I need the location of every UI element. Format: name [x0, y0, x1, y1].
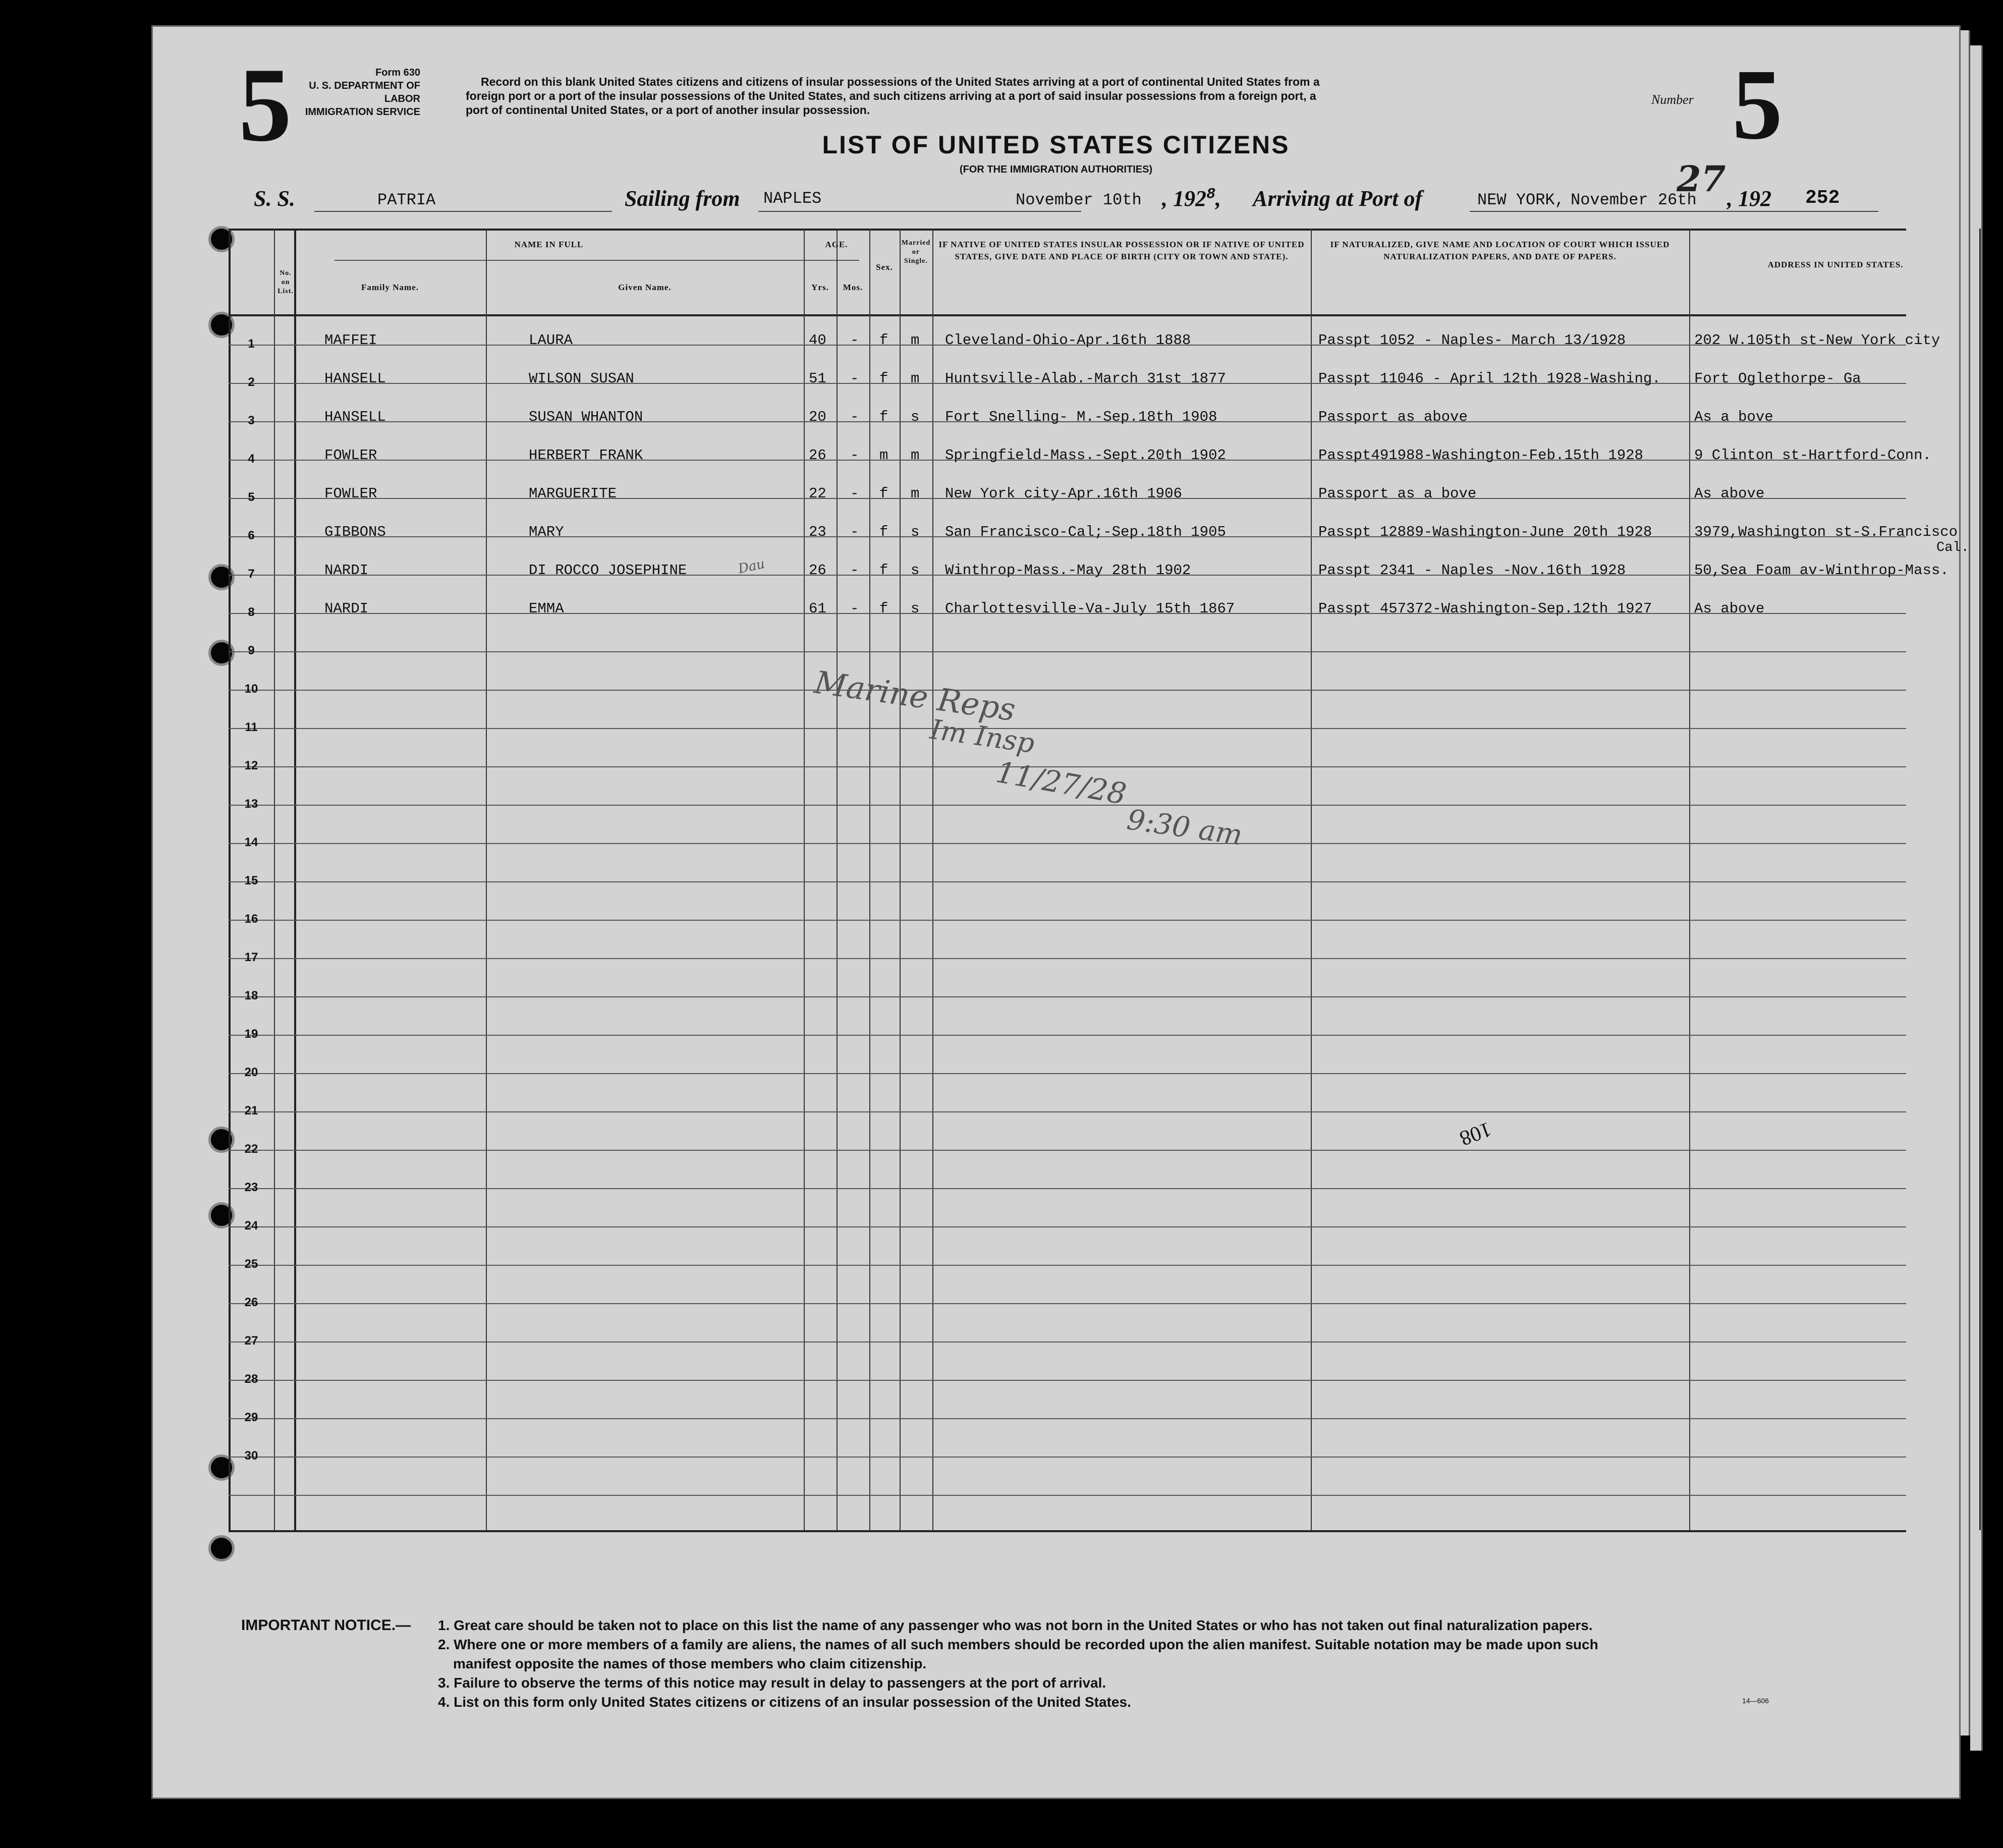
row-rule	[229, 958, 1906, 959]
cell-birth: Fort Snelling- M.-Sep.18th 1908	[945, 409, 1217, 425]
cell-addr: 202 W.105th st-New York city	[1694, 332, 1940, 349]
cell-family: NARDI	[324, 562, 369, 579]
col-address: ADDRESS IN UNITED STATES.	[1767, 260, 1904, 269]
row-rule	[229, 1073, 1906, 1074]
cell-mos: -	[850, 600, 859, 617]
manifest-page	[151, 25, 1969, 1799]
cell-sex: f	[879, 524, 888, 540]
row-rule	[229, 920, 1906, 921]
row-number: 25	[244, 1257, 258, 1271]
row-number: 15	[244, 874, 258, 887]
cell-birth: Winthrop-Mass.-May 28th 1902	[945, 562, 1191, 579]
row6-addr-state: Cal.	[1936, 540, 1969, 555]
cell-nat: Passpt 1052 - Naples- March 13/1928	[1318, 332, 1626, 349]
handwritten-note-2: Im Insp	[928, 713, 1037, 760]
row-number: 14	[244, 835, 258, 849]
row-rule	[229, 1035, 1906, 1036]
cell-nat: Passpt 12889-Washington-June 20th 1928	[1318, 524, 1652, 540]
cell-family: HANSELL	[324, 409, 386, 425]
row-rule	[229, 1303, 1906, 1304]
row-rule	[229, 1341, 1906, 1342]
cell-mos: -	[850, 447, 859, 464]
row-number: 12	[244, 759, 258, 772]
row-rule	[229, 1188, 1906, 1189]
arrive-date: November 26th	[1571, 191, 1697, 209]
row-number: 7	[248, 567, 255, 581]
col-sex: Sex.	[876, 262, 893, 272]
page-stack-edge	[1970, 45, 1983, 1751]
row-number: 11	[245, 720, 258, 734]
row-number: 9	[248, 644, 255, 657]
row-rule	[229, 1418, 1906, 1419]
port-to: NEW YORK,	[1477, 191, 1565, 209]
binder-hole	[208, 1535, 235, 1561]
cell-family: MAFFEI	[324, 332, 377, 349]
cell-yrs: 51	[809, 370, 826, 387]
cell-given: MARGUERITE	[529, 485, 617, 502]
margin-note-dau: Dau	[737, 556, 766, 577]
number-label: Number	[1651, 92, 1694, 107]
cell-ms: s	[911, 600, 920, 617]
row-number: 23	[244, 1181, 258, 1194]
col-yrs: Yrs.	[811, 283, 829, 292]
row-number: 19	[244, 1027, 258, 1041]
important-notice: IMPORTANT NOTICE.— 1. Great care should be taken not to place on this list the name of any passenger who was not born in the United States or who has not taken out final naturalization papers. 2. Where one or more members of a family are aliens, the names of all such members should be recorded upon the alien manifest. Suitable notation may be made upon such manifest opposite the names of those members who claim citizenship. 3. Failure to observe the terms of this notice may result in delay to passengers at the port of arrival. 4. List on this form only United States citizens or citizens of an insular possession of the United States.	[241, 1617, 1598, 1710]
stamp-code: 252	[1805, 187, 1840, 209]
cell-family: NARDI	[324, 600, 369, 617]
row-rule	[229, 1226, 1906, 1227]
form-instructions: Record on this blank United States citizens and citizens of insular possessions of the United States arriving at a port of continental United States from a foreign port or a port of the insular possessions of the United States, and such citizens arriving at a port of said insular possessions from a foreign port, a port of continental United States, or a port of another insular possession.	[466, 75, 1320, 117]
row-number: 28	[244, 1372, 258, 1386]
col-family-name: Family Name.	[361, 283, 419, 292]
row-number: 16	[244, 912, 258, 926]
ss-label: S. S.	[254, 186, 295, 211]
row-rule	[229, 1495, 1906, 1496]
passenger-table	[229, 229, 1969, 1530]
row-rule	[229, 690, 1906, 691]
row-rule	[229, 1457, 1906, 1458]
arriving-label: Arriving at Port of	[1253, 186, 1423, 211]
cell-given: EMMA	[529, 600, 564, 617]
cell-given: WILSON SUSAN	[529, 370, 634, 387]
col-married-single: Married or Single.	[901, 239, 931, 265]
ship-name: PATRIA	[377, 191, 436, 209]
row-number: 3	[248, 414, 255, 427]
cell-ms: s	[911, 562, 920, 579]
cell-nat: Passport as above	[1318, 409, 1468, 425]
row-rule	[229, 996, 1906, 997]
cell-nat: Passpt491988-Washington-Feb.15th 1928	[1318, 447, 1643, 464]
cell-nat: Passport as a bove	[1318, 485, 1477, 502]
cell-addr: As a bove	[1694, 409, 1773, 425]
sail-date: November 10th	[1016, 191, 1142, 209]
handwritten-note-3: 11/27/28	[993, 754, 1129, 812]
cell-nat: Passpt 11046 - April 12th 1928-Washing.	[1318, 370, 1661, 387]
cell-given: HERBERT FRANK	[529, 447, 643, 464]
cell-mos: -	[850, 485, 859, 502]
row-rule	[229, 1380, 1906, 1381]
cell-birth: Cleveland-Ohio-Apr.16th 1888	[945, 332, 1191, 349]
corner-page-number: 5	[239, 46, 292, 163]
cell-family: GIBBONS	[324, 524, 386, 540]
row-number: 22	[244, 1142, 258, 1156]
row-number: 6	[248, 529, 255, 542]
page-title: LIST OF UNITED STATES CITIZENS	[822, 131, 1290, 159]
row-rule	[229, 651, 1906, 652]
cell-ms: m	[911, 370, 920, 387]
cell-addr: As above	[1694, 600, 1765, 617]
handwritten-note-4: 9:30 am	[1125, 803, 1245, 852]
sailing-label: Sailing from	[625, 186, 740, 211]
cell-birth: Huntsville-Alab.-March 31st 1877	[945, 370, 1226, 387]
col-name-in-full: NAME IN FULL	[514, 240, 584, 249]
row-number: 8	[248, 605, 255, 619]
row-number: 2	[248, 375, 255, 389]
row-number: 18	[244, 989, 258, 1002]
row-number: 20	[244, 1066, 258, 1079]
row-number: 24	[244, 1219, 258, 1233]
cell-given: SUSAN WHANTON	[529, 409, 643, 425]
cell-mos: -	[850, 370, 859, 387]
cell-yrs: 22	[809, 485, 826, 502]
arrive-year: , 192	[1727, 186, 1771, 211]
cell-ms: s	[911, 524, 920, 540]
list-number: 5	[1732, 49, 1783, 160]
col-age: AGE.	[825, 240, 848, 249]
cell-addr: 9 Clinton st-Hartford-Conn.	[1694, 447, 1931, 464]
cell-family: FOWLER	[324, 447, 377, 464]
row-number: 26	[244, 1296, 258, 1309]
cell-addr: 3979,Washington st-S.Francisco	[1694, 524, 1958, 540]
row-number: 4	[248, 452, 255, 466]
cell-yrs: 23	[809, 524, 826, 540]
row-rule	[229, 1111, 1906, 1112]
cell-ms: m	[911, 447, 920, 464]
cell-sex: f	[879, 600, 888, 617]
row-number: 21	[244, 1104, 258, 1117]
cell-ms: m	[911, 332, 920, 349]
printer-code: 14—606	[1742, 1697, 1769, 1705]
cell-sex: m	[879, 447, 888, 464]
cell-yrs: 40	[809, 332, 826, 349]
stamped-number: 108	[1457, 1117, 1494, 1150]
cell-nat: Passpt 457372-Washington-Sep.12th 1927	[1318, 600, 1652, 617]
col-birth: IF NATIVE OF UNITED STATES INSULAR POSSESSION OR IF NATIVE OF UNITED STATES, GIVE DATE AND PLACE OF BIRTH (CITY OR TOWN AND STATE).	[938, 240, 1305, 261]
col-given-name: Given Name.	[618, 283, 672, 292]
cell-birth: Springfield-Mass.-Sept.20th 1902	[945, 447, 1226, 464]
cell-ms: s	[911, 409, 920, 425]
cell-yrs: 26	[809, 562, 826, 579]
cell-given: MARY	[529, 524, 564, 540]
handwritten-note-1: Marine Reps	[812, 663, 1018, 729]
cell-sex: f	[879, 332, 888, 349]
cell-family: HANSELL	[324, 370, 386, 387]
row-rule	[229, 805, 1906, 806]
cell-addr: As above	[1694, 485, 1765, 502]
cell-mos: -	[850, 524, 859, 540]
cell-nat: Passpt 2341 - Naples -Nov.16th 1928	[1318, 562, 1626, 579]
row-number: 1	[248, 337, 255, 351]
col-mos: Mos.	[843, 283, 863, 292]
row-number: 17	[244, 950, 258, 964]
page-subtitle: (FOR THE IMMIGRATION AUTHORITIES)	[959, 164, 1153, 175]
port-from: NAPLES	[763, 189, 822, 208]
cell-sex: f	[879, 409, 888, 425]
cell-mos: -	[850, 562, 859, 579]
row-number: 29	[244, 1411, 258, 1424]
cell-sex: f	[879, 562, 888, 579]
row-rule	[229, 843, 1906, 844]
cell-yrs: 20	[809, 409, 826, 425]
sail-year: , $192^8$,	[1162, 186, 1221, 211]
cell-sex: f	[879, 370, 888, 387]
form-number: Form 630 U. S. DEPARTMENT OF LABOR IMMIGRATION SERVICE	[305, 67, 420, 118]
row-number: 5	[248, 490, 255, 504]
cell-yrs: 61	[809, 600, 826, 617]
handwritten-day: 27	[1677, 158, 1726, 200]
cell-addr: 50,Sea Foam av-Winthrop-Mass.	[1694, 562, 1949, 579]
row-rule	[229, 1265, 1906, 1266]
cell-given: DI ROCCO JOSEPHINE	[529, 562, 687, 579]
cell-mos: -	[850, 409, 859, 425]
row-number: 13	[244, 797, 258, 811]
row-rule	[229, 1150, 1906, 1151]
row-rule	[229, 728, 1906, 729]
row-rule	[229, 881, 1906, 882]
col-no-heading: No. on List.	[277, 269, 294, 295]
cell-birth: Charlottesville-Va-July 15th 1867	[945, 600, 1235, 617]
row-number: 27	[244, 1334, 258, 1348]
cell-ms: m	[911, 485, 920, 502]
cell-mos: -	[850, 332, 859, 349]
cell-family: FOWLER	[324, 485, 377, 502]
cell-given: LAURA	[529, 332, 573, 349]
cell-yrs: 26	[809, 447, 826, 464]
col-naturalized: IF NATURALIZED, GIVE NAME AND LOCATION OF COURT WHICH ISSUED NATURALIZATION PAPERS, AND DATE OF PAPERS.	[1330, 240, 1670, 261]
cell-sex: f	[879, 485, 888, 502]
cell-addr: Fort Oglethorpe- Ga	[1694, 370, 1861, 387]
row-number: 30	[244, 1449, 258, 1463]
cell-birth: San Francisco-Cal;-Sep.18th 1905	[945, 524, 1226, 540]
cell-birth: New York city-Apr.16th 1906	[945, 485, 1182, 502]
row-number: 10	[244, 682, 258, 696]
